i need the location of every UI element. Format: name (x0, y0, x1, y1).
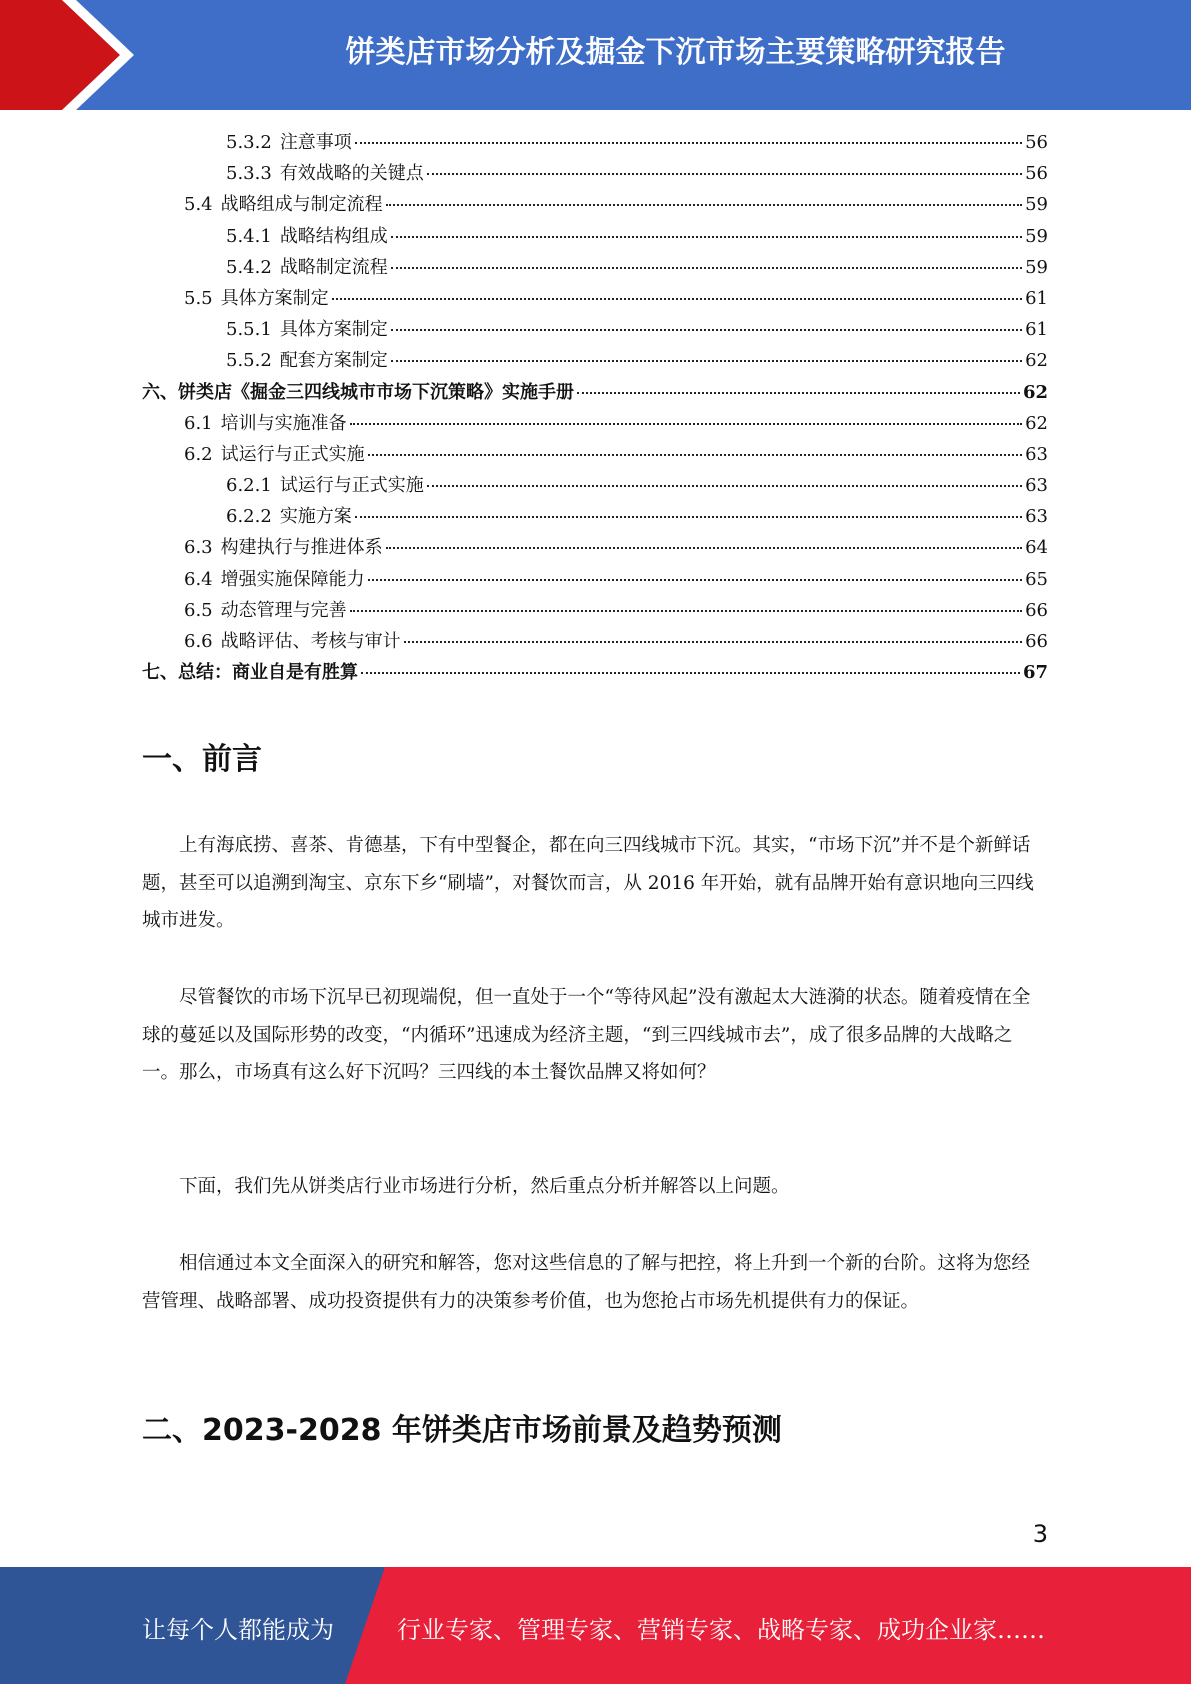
toc-entry-title: 动态管理与完善 (220, 599, 347, 621)
toc-entry[interactable] (142, 627, 1048, 658)
toc-entry-title: 构建执行与推进体系 (220, 537, 383, 559)
section-heading-forecast: 二、2023-2028 年饼类店市场前景及趋势预测 (142, 1413, 782, 1448)
toc-entry-page: 59 (1025, 225, 1048, 247)
toc-entry-title: 注意事项 (279, 132, 352, 153)
toc-entry-title: 具体方案制定 (279, 319, 388, 341)
toc-entry-page: 59 (1025, 256, 1048, 278)
toc-entry-title: 战略评估、考核与审计 (220, 631, 401, 652)
toc-entry-title: 培训与实施准备 (220, 412, 347, 434)
toc-entry-page: 64 (1025, 537, 1048, 559)
toc-entry-number: 5.4 (184, 194, 213, 216)
header-chevron-decoration (0, 0, 160, 110)
toc-entry[interactable] (142, 253, 1048, 284)
toc-entry-number: 5.5.2 (226, 350, 272, 372)
toc-entry-page: 65 (1025, 568, 1048, 590)
toc-dot-leader (368, 579, 1022, 581)
page-number: 3 (1032, 1520, 1048, 1548)
toc-entry[interactable] (142, 190, 1048, 221)
toc-dot-leader (391, 329, 1022, 331)
footer-slogan-left: 让每个人都能成为 (142, 1616, 334, 1644)
toc-dot-leader (355, 142, 1022, 144)
toc-entry-page: 62 (1022, 381, 1048, 403)
toc-dot-leader (391, 360, 1022, 362)
toc-dot-leader (368, 454, 1022, 456)
toc-entry-page: 59 (1025, 194, 1048, 216)
toc-entry-title: 试运行与正式实施 (220, 443, 365, 465)
toc-dot-leader (391, 236, 1022, 238)
toc-entry-page: 62 (1025, 412, 1048, 434)
toc-entry[interactable] (142, 533, 1048, 564)
toc-entry-title: 具体方案制定 (220, 287, 329, 309)
section-heading-preface: 一、前言 (142, 742, 262, 777)
body-paragraph: 下面，我们先从饼类店行业市场进行分析，然后重点分析并解答以上问题。 (179, 1176, 790, 1197)
toc-entry-number: 6.5 (184, 599, 213, 621)
toc-dot-leader (391, 267, 1022, 269)
toc-entry-page: 63 (1025, 475, 1048, 497)
toc-entry-number: 6.4 (184, 568, 213, 590)
page-header (0, 0, 1191, 110)
table-of-contents (142, 128, 1048, 689)
toc-entry-title: 七、总结：商业自是有胜算 (142, 662, 358, 684)
toc-entry-title: 配套方案制定 (279, 350, 388, 372)
toc-entry-number: 6.6 (184, 631, 213, 652)
toc-entry[interactable] (142, 471, 1048, 502)
toc-entry-number: 5.5.1 (226, 319, 272, 341)
toc-entry-page: 63 (1025, 443, 1048, 465)
toc-entry-number: 5.4.1 (226, 225, 272, 247)
toc-entry-number: 5.5 (184, 287, 213, 309)
toc-entry-number: 5.4.2 (226, 256, 272, 278)
toc-entry-page: 62 (1025, 350, 1048, 372)
toc-entry-number: 6.2 (184, 443, 213, 465)
toc-entry[interactable] (142, 502, 1048, 533)
toc-entry-title: 战略组成与制定流程 (220, 194, 383, 216)
toc-entry[interactable] (142, 658, 1048, 689)
toc-entry-title: 增强实施保障能力 (220, 568, 365, 590)
toc-dot-leader (577, 392, 1020, 394)
toc-entry-page: 61 (1025, 319, 1048, 341)
toc-entry[interactable] (142, 315, 1048, 346)
toc-entry[interactable] (142, 159, 1048, 190)
toc-dot-leader (361, 672, 1020, 674)
toc-dot-leader (355, 516, 1022, 518)
header-title: 饼类店市场分析及掘金下沉市场主要策略研究报告 (345, 35, 1006, 70)
toc-entry-page: 56 (1025, 132, 1048, 153)
toc-entry[interactable] (142, 565, 1048, 596)
toc-entry-number: 5.3.3 (226, 163, 272, 185)
toc-entry-title: 六、饼类店《掘金三四线城市市场下沉策略》实施手册 (142, 381, 574, 403)
toc-entry[interactable] (142, 346, 1048, 377)
toc-entry-page: 66 (1025, 631, 1048, 652)
toc-entry[interactable] (142, 440, 1048, 471)
toc-entry-number: 6.2.2 (226, 506, 272, 528)
toc-dot-leader (427, 485, 1022, 487)
body-paragraph: 相信通过本文全面深入的研究和解答，您对这些信息的了解与把控，将上升到一个新的台阶。这将为您经营管理、战略部署、成功投资提供有力的决策参考价值，也为您抢占市场先机提供有力的保证。 (142, 1253, 1031, 1312)
footer-slogan-right: 行业专家、管理专家、营销专家、战略专家、成功企业家…… (397, 1616, 1045, 1644)
toc-dot-leader (386, 547, 1022, 549)
toc-entry-number: 6.2.1 (226, 475, 272, 497)
toc-entry[interactable] (142, 378, 1048, 409)
toc-entry-title: 实施方案 (279, 506, 352, 528)
toc-entry-page: 56 (1025, 163, 1048, 185)
toc-dot-leader (350, 610, 1022, 612)
toc-entry-title: 战略制定流程 (279, 256, 388, 278)
toc-entry-title: 有效战略的关键点 (279, 163, 424, 185)
toc-entry[interactable] (142, 409, 1048, 440)
toc-entry-page: 67 (1022, 662, 1048, 684)
body-paragraph: 上有海底捞、喜茶、肯德基，下有中型餐企，都在向三四线城市下沉。其实，“市场下沉”并不是个新鲜话题，甚至可以追溯到淘宝、京东下乡“刷墙”，对餐饮而言，从 2016 年开始，就有品牌开始有意识地向三四线城市进发。 (142, 835, 1034, 931)
toc-entry-page: 63 (1025, 506, 1048, 528)
page-footer (0, 1567, 1191, 1684)
toc-dot-leader (404, 641, 1022, 643)
toc-dot-leader (332, 298, 1022, 300)
toc-entry-number: 5.3.2 (226, 132, 272, 153)
toc-entry-number: 6.3 (184, 537, 213, 559)
toc-entry[interactable] (142, 128, 1048, 159)
toc-entry-page: 66 (1025, 599, 1048, 621)
toc-entry[interactable] (142, 284, 1048, 315)
toc-entry-page: 61 (1025, 287, 1048, 309)
toc-entry-number: 6.1 (184, 412, 213, 434)
toc-entry-title: 战略结构组成 (279, 225, 388, 247)
toc-dot-leader (427, 173, 1022, 175)
toc-entry[interactable] (142, 596, 1048, 627)
toc-entry-title: 试运行与正式实施 (279, 475, 424, 497)
body-paragraph: 尽管餐饮的市场下沉早已初现端倪，但一直处于一个“等待风起”没有激起太大涟漪的状态。随着疫情在全球的蔓延以及国际形势的改变，“内循环”迅速成为经济主题，“到三四线城市去”，成了很多品牌的大战略之一。那么，市场真有这么好下沉吗？三四线的本土餐饮品牌又将如何？ (142, 987, 1031, 1083)
toc-dot-leader (350, 423, 1022, 425)
toc-entry[interactable] (142, 222, 1048, 253)
toc-dot-leader (386, 204, 1022, 206)
